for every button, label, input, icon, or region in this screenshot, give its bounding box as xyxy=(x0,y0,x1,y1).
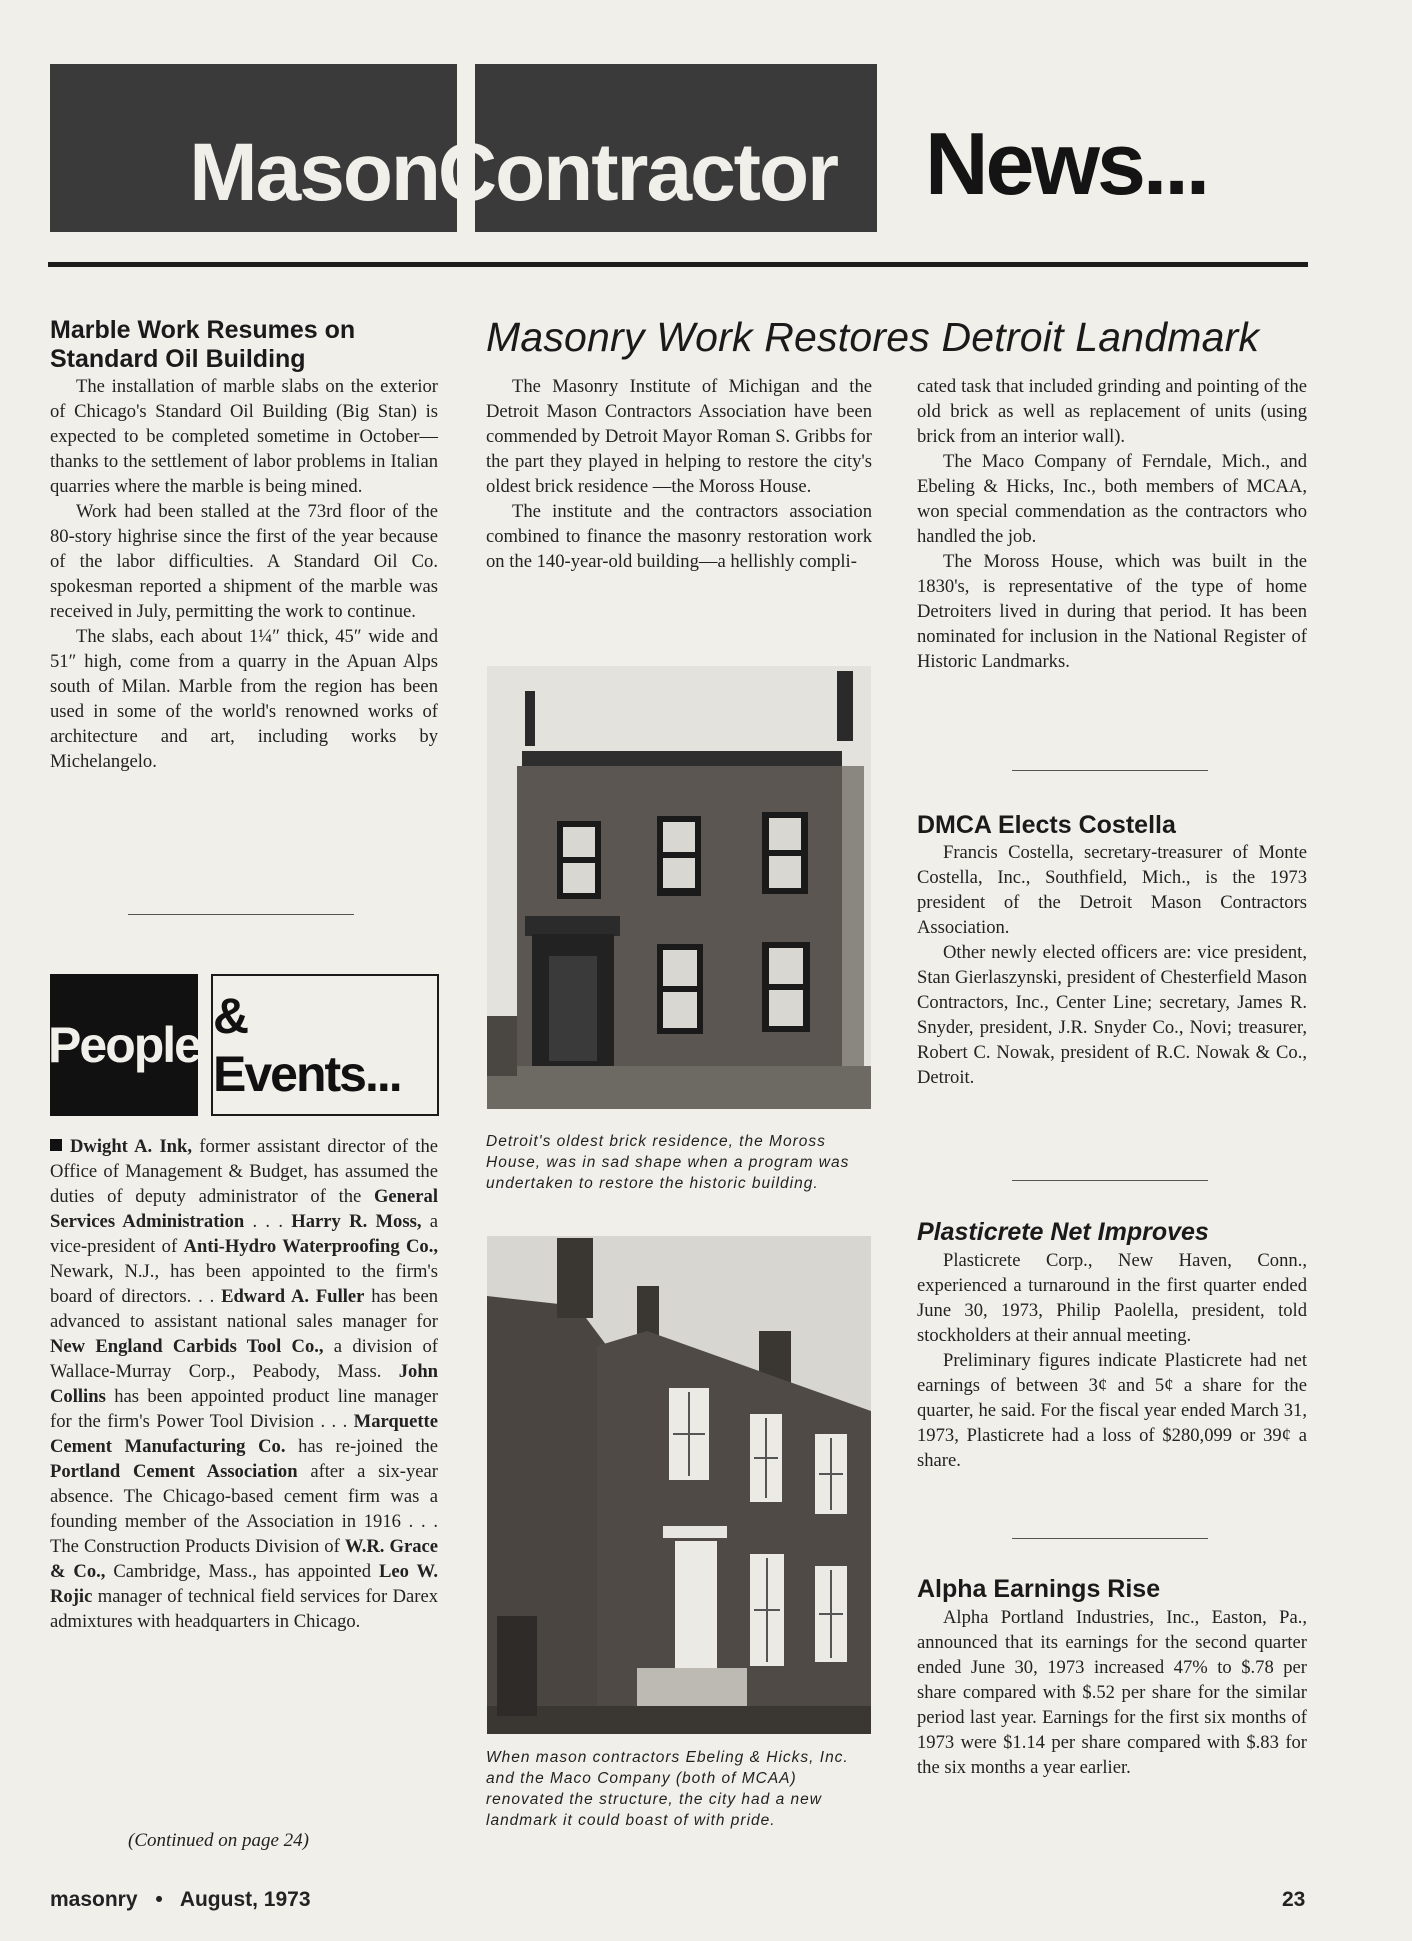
alpha-body xyxy=(917,1605,1307,1780)
detroit-right-column xyxy=(917,374,1307,674)
events-badge xyxy=(211,974,439,1116)
footer-date: August, 1973 xyxy=(179,1888,311,1911)
plasticrete-end-divider xyxy=(1012,1538,1208,1539)
people-events-text: . . . xyxy=(244,1211,292,1232)
events-badge-label: & Events... xyxy=(213,988,401,1102)
before-photo-caption: Detroit's oldest brick residence, the Moross House, was in sad shape when a program was undertaken to restore the historic building. xyxy=(486,1133,850,1192)
detroit-paragraph-continued: cated task that included grinding and pointing of the old brick as well as replacement of units (using brick from an interior wall). xyxy=(917,376,1307,447)
dmca-body xyxy=(917,840,1307,1090)
alpha-headline: Alpha Earnings Rise xyxy=(917,1575,1161,1603)
people-events-text: former assistant director of the Office of Management & Budget, has assumed the duties of deputy administrator of the xyxy=(50,1136,438,1207)
page-number: 23 xyxy=(1282,1888,1306,1911)
masthead-mason-box xyxy=(50,64,457,232)
people-events-bold-name: Leo W. Rojic xyxy=(50,1561,438,1607)
people-events-text: after a six-year absence. The Chicago-based cement firm was a founding member of the Association in 1916 . . . The Construction Products Division of xyxy=(50,1461,438,1557)
people-events-bold-name: John Collins xyxy=(50,1361,438,1407)
people-events-bold-name: General Services Administration xyxy=(50,1186,438,1232)
marble-paragraph: The installation of marble slabs on the exterior of Chicago's Standard Oil Building (Big Stan) is expected to be completed sometime in October—thanks to the settlement of labor problems in Italian quarries where the marble is being mined. xyxy=(50,376,438,497)
marble-paragraph: Work had been stalled at the 73rd floor of the 80-story highrise since the first of the year because of the labor difficulties. A Standard Oil Co. spokesman reported a shipment of the marble was received in July, permitting the work to continue. xyxy=(50,501,438,622)
footer-publication xyxy=(50,1888,311,1912)
people-badge-label: People xyxy=(48,1017,200,1073)
footer-publication-name: masonry xyxy=(50,1888,138,1911)
people-events-text: has re-joined the xyxy=(285,1436,438,1457)
people-events-bold-name: Marquette Cement Manufacturing Co. xyxy=(50,1411,438,1457)
detroit-paragraph: The Masonry Institute of Michigan and the Detroit Mason Contractors Association have been commended by Detroit Mayor Roman S. Gribbs for the part they played in helping to restore the city's oldest brick residence —the Moross House. xyxy=(486,376,872,497)
detroit-left-column xyxy=(486,374,872,574)
detroit-paragraph: The Moross House, which was built in the 1830's, is representative of the type of home Detroiters lived in during that period. It has been nominated for inclusion in the National Register of Historic Landmarks. xyxy=(917,551,1307,672)
people-events-text: manager of technical field services for Darex admixtures with headquarters in Chicago. xyxy=(50,1586,438,1632)
people-events-bold-name: Portland Cement Association xyxy=(50,1461,298,1482)
marble-end-divider xyxy=(128,914,354,915)
moross-house-before-photo xyxy=(487,666,871,1109)
masthead-contractor-box xyxy=(437,64,877,232)
alpha-paragraph: Alpha Portland Industries, Inc., Easton, Pa., announced that its earnings for the second quarter ended June 30, 1973 increased 47% to $.78 per share compared with $.52 per share for the similar period last year. Earnings for the first six months of 1973 were $1.14 per share compared with $.83 for the six months a year earlier. xyxy=(917,1607,1307,1778)
moross-house-after-photo xyxy=(487,1236,871,1734)
people-events-segments xyxy=(50,1136,438,1632)
masthead-rule xyxy=(48,262,1308,267)
people-events-text: a division of Wallace-Murray Corp., Peabody, Mass. xyxy=(50,1336,438,1382)
people-events-bold-name: Edward A. Fuller xyxy=(221,1286,365,1307)
people-events-text: has been advanced to assistant national sales manager for xyxy=(50,1286,438,1332)
people-events-bold-name: Dwight A. Ink, xyxy=(70,1136,193,1157)
people-events-text: has been appointed product line manager for the firm's Power Tool Division . . . xyxy=(50,1386,438,1432)
plasticrete-paragraph: Preliminary figures indicate Plasticrete had net earnings of between 3¢ and 5¢ a share for the quarter, he said. For the fiscal year ended March 31, 1973, Plasticrete had a loss of $280,099 or 39¢ a share. xyxy=(917,1350,1307,1471)
footer-bullet: • xyxy=(155,1888,163,1911)
detroit-headline: Masonry Work Restores Detroit Landmark xyxy=(486,314,1260,360)
detroit-end-divider xyxy=(1012,770,1208,771)
plasticrete-headline: Plasticrete Net Improves xyxy=(917,1218,1209,1246)
after-photo-caption: When mason contractors Ebeling & Hicks, Inc. and the Maco Company (both of MCAA) renovated the structure, the city had a new landmark it could boast of with pride. xyxy=(486,1749,849,1829)
people-events-bold-name: W.R. Grace & Co., xyxy=(50,1536,439,1582)
dmca-paragraph: Francis Costella, secretary-treasurer of Monte Costella, Inc., Southfield, Mich., is the 1973 president of the Detroit Mason Contractors Association. xyxy=(917,842,1307,938)
dmca-headline: DMCA Elects Costella xyxy=(917,811,1176,839)
people-events-body xyxy=(50,1134,438,1634)
detroit-paragraph: The institute and the contractors association combined to finance the masonry restoration work on the 140-year-old building—a hellishly compli- xyxy=(486,501,872,572)
people-events-bold-name: Anti-Hydro Waterproofing Co., xyxy=(183,1236,439,1257)
people-events-text: Cambridge, Mass., has appointed xyxy=(105,1561,379,1582)
people-badge xyxy=(50,974,198,1116)
marble-headline: Marble Work Resumes on Standard Oil Building xyxy=(50,316,356,373)
people-events-bold-name: New England Carbids Tool Co., xyxy=(50,1336,324,1357)
people-events-bold-name: Harry R. Moss, xyxy=(291,1211,422,1232)
people-events-paragraph xyxy=(50,1134,438,1634)
dmca-end-divider xyxy=(1012,1180,1208,1181)
plasticrete-paragraph: Plasticrete Corp., New Haven, Conn., experienced a turnaround in the first quarter ended June 30, 1973, Philip Paolella, president, told stockholders at their annual meeting. xyxy=(917,1250,1307,1346)
bullet-square-icon xyxy=(50,1139,62,1151)
dmca-paragraph: Other newly elected officers are: vice president, Stan Gierlaszynski, president of Chesterfield Mason Contractors, Inc., Center Line; secretary, James R. Snyder, president, J.R. Snyder Co., Novi; treasurer, Robert C. Nowak, president of R.C. Nowak & Co., Detroit. xyxy=(917,942,1307,1088)
masthead-word-news: News... xyxy=(925,114,1208,213)
plasticrete-body xyxy=(917,1248,1307,1473)
masthead-word-contractor: Contractor xyxy=(437,127,837,218)
people-events-text: Newark, N.J., has been appointed to the firm's board of directors. . . xyxy=(50,1261,438,1307)
continued-note: (Continued on page 24) xyxy=(128,1830,310,1851)
marble-paragraph: The slabs, each about 1¼″ thick, 45″ wide and 51″ high, come from a quarry in the Apuan Alps south of Milan. Marble from the region has been used in some of the world's renowned works of architecture and art, including works by Michelangelo. xyxy=(50,626,438,772)
marble-body xyxy=(50,374,438,774)
people-events-text: a vice-president of xyxy=(50,1211,439,1257)
detroit-paragraph: The Maco Company of Ferndale, Mich., and Ebeling & Hicks, Inc., both members of MCAA, won special commendation as the contractors who handled the job. xyxy=(917,451,1307,547)
masthead-word-mason: Mason xyxy=(189,127,439,218)
